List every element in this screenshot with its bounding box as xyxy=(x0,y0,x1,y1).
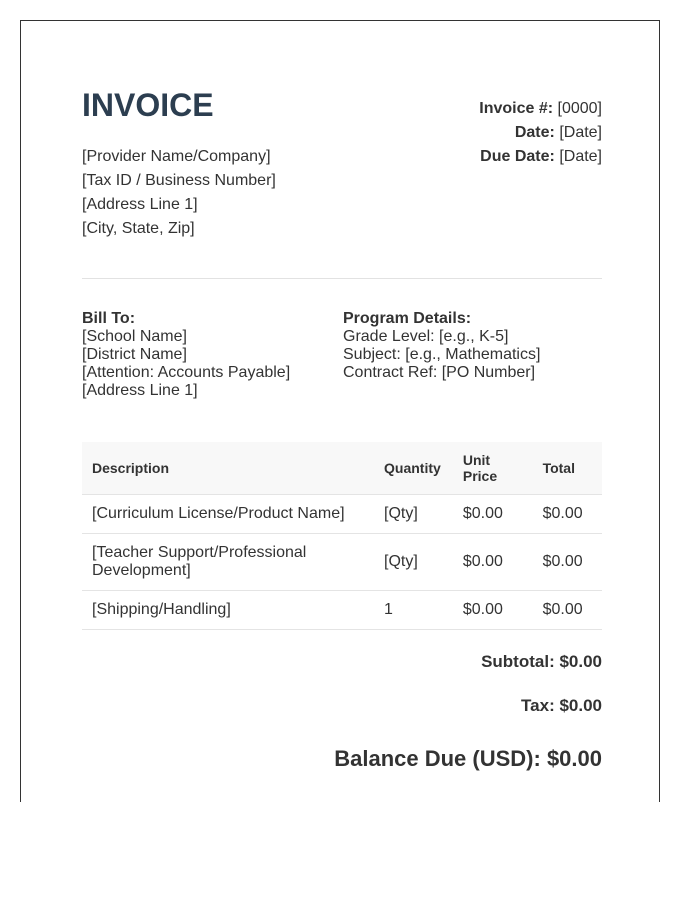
table-row xyxy=(82,591,602,630)
program-details-heading: Program Details: xyxy=(343,310,472,327)
row-total: $0.00 xyxy=(533,591,602,630)
row-description: [Shipping/Handling] xyxy=(82,591,374,630)
table-header-row xyxy=(82,442,602,495)
provider-name: [Provider Name/Company] xyxy=(82,148,271,165)
header-total: Total xyxy=(533,442,602,495)
header-description: Description xyxy=(82,442,374,495)
tax-total: Tax: $0.00 xyxy=(521,696,602,715)
grade-level: Grade Level: [e.g., K-5] xyxy=(343,328,509,345)
row-description: [Curriculum License/Product Name] xyxy=(82,495,374,534)
row-description-line-2: Development] xyxy=(92,562,191,579)
bill-to-address-line: [Address Line 1] xyxy=(82,382,198,399)
bill-to-section xyxy=(82,310,290,400)
row-total: $0.00 xyxy=(533,495,602,534)
provider-city-state-zip: [City, State, Zip] xyxy=(82,220,195,237)
row-unit-price: $0.00 xyxy=(453,534,533,591)
row-total: $0.00 xyxy=(533,534,602,591)
due-date-value: [Date] xyxy=(559,148,602,165)
table-row xyxy=(82,495,602,534)
provider-tax-id: [Tax ID / Business Number] xyxy=(82,172,276,189)
invoice-number-value: [0000] xyxy=(557,100,602,117)
invoice-number-label: Invoice #: xyxy=(479,100,554,117)
invoice-meta xyxy=(479,97,602,169)
due-date-row xyxy=(479,145,602,169)
header-unit-price-line-1: Unit xyxy=(462,452,491,468)
invoice-number-row xyxy=(479,97,602,121)
program-details-section xyxy=(343,310,540,382)
header-unit-price xyxy=(453,442,533,495)
header-unit-price-line-2: Price xyxy=(462,468,498,484)
row-unit-price: $0.00 xyxy=(453,495,533,534)
district-name: [District Name] xyxy=(82,346,187,363)
invoice-title: INVOICE xyxy=(82,87,214,123)
subject: Subject: [e.g., Mathematics] xyxy=(343,346,541,363)
row-quantity: 1 xyxy=(374,591,453,630)
school-name: [School Name] xyxy=(82,328,187,345)
invoice-date-row xyxy=(479,121,602,145)
attention-line: [Attention: Accounts Payable] xyxy=(82,364,291,381)
invoice-date-value: [Date] xyxy=(559,124,602,141)
section-divider xyxy=(82,278,602,279)
row-unit-price: $0.00 xyxy=(453,591,533,630)
due-date-label: Due Date: xyxy=(480,148,555,165)
row-quantity: [Qty] xyxy=(374,534,453,591)
subtotal: Subtotal: $0.00 xyxy=(481,652,602,671)
row-description xyxy=(82,534,374,591)
row-quantity: [Qty] xyxy=(374,495,453,534)
table-row xyxy=(82,534,602,591)
row-description-line-1: [Teacher Support/Professional xyxy=(92,544,307,561)
contract-ref: Contract Ref: [PO Number] xyxy=(343,364,536,381)
provider-info xyxy=(82,145,276,241)
bill-to-heading: Bill To: xyxy=(82,310,136,327)
header-quantity: Quantity xyxy=(374,442,453,495)
provider-address-line: [Address Line 1] xyxy=(82,196,198,213)
invoice-date-label: Date: xyxy=(514,124,555,141)
balance-due: Balance Due (USD): $0.00 xyxy=(334,746,602,771)
line-items-table xyxy=(82,442,602,630)
invoice-page xyxy=(20,20,660,802)
